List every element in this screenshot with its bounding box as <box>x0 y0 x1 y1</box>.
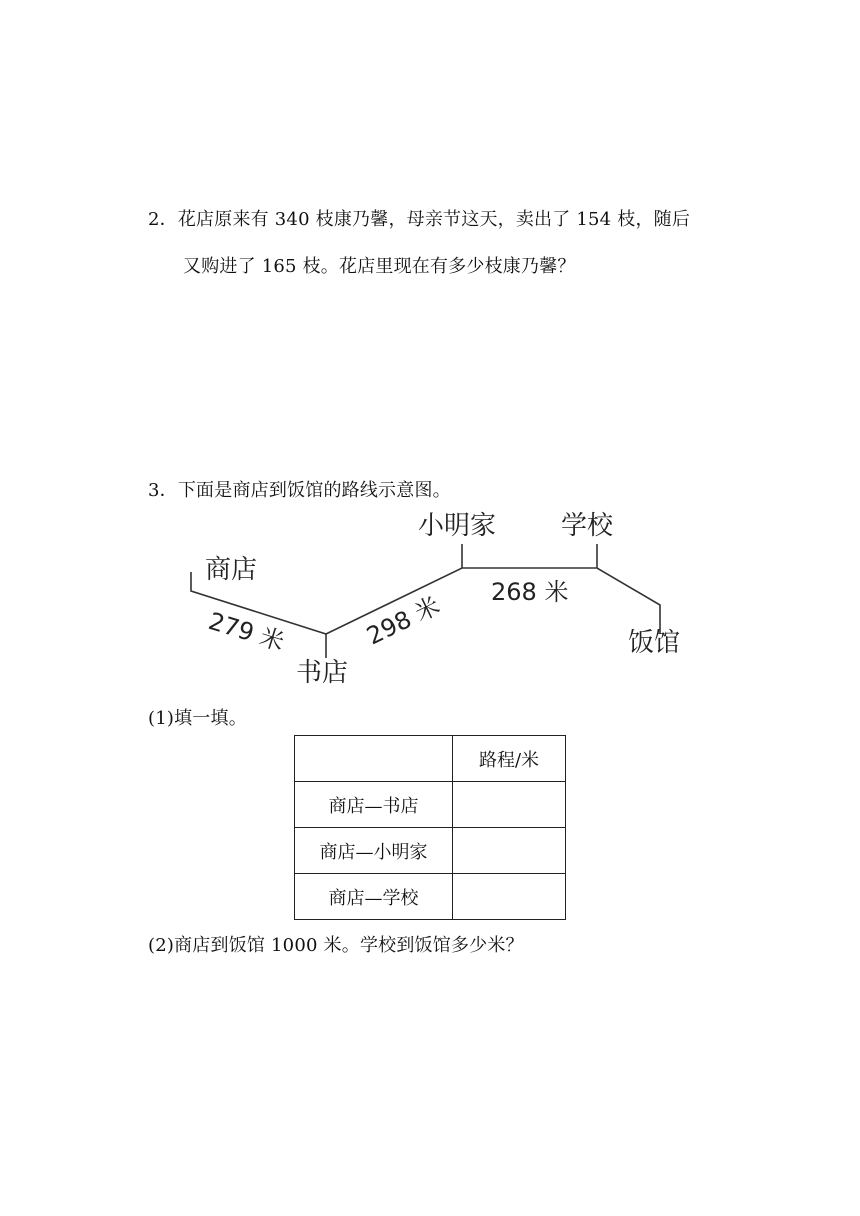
place-bookstore-label: 书店 <box>296 658 349 688</box>
distance-shop-bookstore: 279 米 <box>205 606 288 657</box>
answer-cell[interactable] <box>453 828 566 874</box>
table-header-cell: 路程/米 <box>453 736 566 782</box>
place-restaurant-label: 饭馆 <box>628 628 681 658</box>
answer-cell[interactable] <box>453 874 566 920</box>
table-header-cell <box>295 736 453 782</box>
place-shop-label: 商店 <box>205 555 258 585</box>
table-row <box>295 874 566 920</box>
part-2-question: (2)商店到饭馆 1000 米。学校到饭馆多少米？ <box>148 935 524 956</box>
distance-bookstore-home: 298 米 <box>362 591 445 651</box>
question-3-title: 3．下面是商店到饭馆的路线示意图。 <box>148 480 451 501</box>
question-2-line-1: 2．花店原来有 340 枝康乃馨，母亲节这天，卖出了 154 枝，随后 <box>148 209 691 230</box>
table-row <box>295 782 566 828</box>
table-row <box>295 828 566 874</box>
distance-home-school: 268 米 <box>491 578 569 606</box>
place-school-label: 学校 <box>561 511 614 541</box>
part-1-label: (1)填一填。 <box>148 708 247 729</box>
table-header-row <box>295 736 566 782</box>
answer-cell[interactable] <box>453 782 566 828</box>
route-cell: 商店—学校 <box>295 874 453 920</box>
route-cell: 商店—书店 <box>295 782 453 828</box>
question-2-line-2: 又购进了 165 枝。花店里现在有多少枝康乃馨？ <box>183 256 576 277</box>
place-xiaoming-home-label: 小明家 <box>418 511 497 541</box>
distance-table <box>294 735 566 920</box>
route-cell: 商店—小明家 <box>295 828 453 874</box>
